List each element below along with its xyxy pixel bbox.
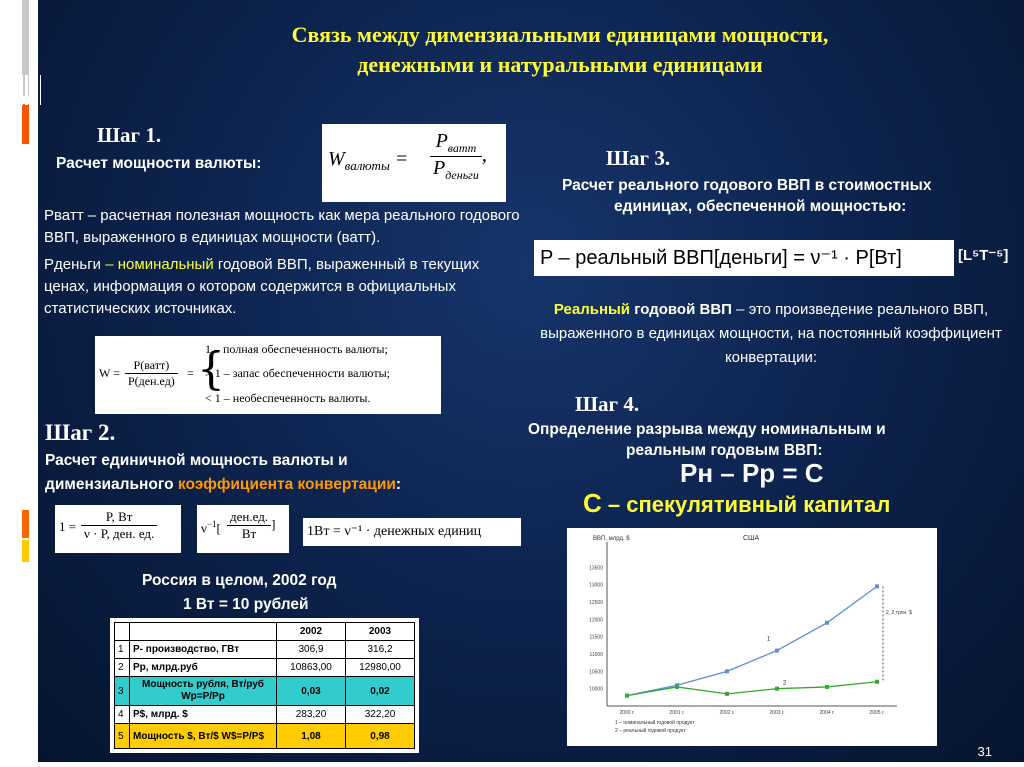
- f2-sup: −1: [206, 519, 217, 529]
- case-2: > 1 – запас обеспеченности валюты;: [205, 366, 390, 380]
- step4-heading: Шаг 4.: [575, 392, 640, 416]
- legend-entry: 2 – реальный годовой продукт: [615, 728, 686, 734]
- data-point: [725, 669, 729, 673]
- decor-bar-mid2: [22, 510, 29, 538]
- series-line-2: [627, 682, 877, 696]
- f2-den: Вт: [241, 526, 257, 541]
- def2-rest: годовой ВВП, выраженный в текущих ценах, информация о котором содержится в официальных статистических источниках.: [44, 256, 480, 317]
- f1-den: ν · P, ден. ед.: [84, 526, 155, 541]
- row-value-2003: 12980,00: [346, 659, 415, 677]
- row-value-2003: 0,02: [346, 677, 415, 706]
- legend-entry: 1 – номинальный годовой продукт: [615, 720, 695, 726]
- unit-formula-3: 1Вт = ν⁻¹ · денежных единиц: [303, 518, 521, 546]
- step1-formula: [322, 124, 506, 202]
- row-value-2002: 283,20: [277, 706, 346, 724]
- step1-heading: Шаг 1.: [97, 123, 162, 147]
- series-label: 2: [783, 680, 787, 687]
- f2-num: ден.ед.: [227, 509, 271, 526]
- gap-equation: Pн – Pр = C: [680, 458, 824, 488]
- x-tick-label: 2005 г.: [869, 710, 885, 716]
- step2-heading: Шаг 2.: [45, 420, 116, 445]
- data-point: [725, 692, 729, 696]
- cases-num: P(ватт): [125, 358, 178, 374]
- x-tick-label: 2000 г.: [619, 710, 635, 716]
- y-tick-label: 12000: [589, 617, 603, 624]
- data-point: [825, 685, 829, 689]
- data-point: [825, 621, 829, 625]
- step3-definition: [528, 298, 1014, 370]
- row-number: 4: [115, 706, 130, 724]
- step3-dimension: [L⁵T⁻⁵]: [958, 247, 1009, 264]
- y-tick-label: 12500: [589, 600, 603, 606]
- gap-label: 2, 2 трлн. $: [886, 610, 912, 617]
- step1-subtitle: Расчет мощности валюты:: [56, 155, 262, 172]
- def-real: Реальный: [553, 301, 631, 318]
- col-2002: 2002: [277, 623, 346, 641]
- row-number: 5: [115, 724, 130, 749]
- def2-symbol: Pденьги: [44, 256, 102, 273]
- row-label: P$, млрд. $: [130, 706, 277, 724]
- den-sub: деньги: [445, 168, 479, 182]
- table-row: [115, 706, 415, 724]
- def-gdp: годовой ВВП: [630, 301, 732, 318]
- case-1: 1 – полная обеспеченность валюты;: [205, 342, 388, 356]
- den-p: P: [433, 157, 446, 179]
- row-number: 2: [115, 659, 130, 677]
- row-value-2002: 1,08: [277, 724, 346, 749]
- row-label: Мощность рубля, Вт/руб Wp=P/Pp: [130, 677, 277, 706]
- f2-nu: ν: [201, 520, 207, 536]
- data-point: [675, 685, 679, 689]
- num-sub: ватт: [447, 141, 477, 155]
- table-row: [115, 659, 415, 677]
- data-point: [625, 694, 629, 698]
- row-label: Мощность $, Вт/$ W$=P/P$: [130, 724, 277, 749]
- f1-num: P, Вт: [81, 509, 157, 526]
- chart-title: США: [743, 535, 760, 542]
- data-table-wrap: [110, 618, 419, 753]
- barcode-icon: [15, 75, 41, 105]
- slide-title: [180, 20, 940, 80]
- spec-c: С: [583, 488, 602, 518]
- def-rest: – это произведение реального ВВП, выраженного в единицах мощности, на постоянный коэффициент конвертации:: [540, 301, 1002, 366]
- data-table: [114, 622, 415, 749]
- col-2003: 2003: [346, 623, 415, 641]
- unit-formula-1: [55, 505, 181, 553]
- step4-line2: реальным годовым ВВП:: [626, 442, 823, 459]
- y-tick-label: 13500: [589, 565, 603, 572]
- series-label: 1: [767, 636, 771, 643]
- gdp-chart: [567, 528, 937, 746]
- speculative-capital: [583, 488, 890, 519]
- y-tick-label: 11500: [589, 634, 603, 641]
- step2-line2-a: димензиального: [45, 476, 178, 493]
- data-point: [775, 649, 779, 653]
- x-tick-label: 2003 г.: [769, 710, 785, 716]
- row-value-2003: 316,2: [346, 641, 415, 659]
- step2-line1: Расчет единичной мощность валюты и: [45, 452, 348, 469]
- def2-dash: –: [101, 256, 118, 273]
- row-value-2003: 322,20: [346, 706, 415, 724]
- page-number: 31: [977, 744, 992, 759]
- spec-label: – спекулятивный капитал: [601, 492, 891, 517]
- cases-eq: =: [187, 366, 194, 380]
- x-tick-label: 2002 г.: [719, 710, 735, 716]
- russia-line2: 1 Вт = 10 рублей: [183, 596, 309, 613]
- formula-tail: ,: [481, 144, 487, 167]
- w-symbol: W: [328, 148, 345, 170]
- chart-svg: [567, 528, 937, 746]
- y-tick-label: 10000: [589, 686, 603, 693]
- data-point: [875, 680, 879, 684]
- step3-heading: Шаг 3.: [606, 146, 671, 170]
- step3-line2: единицах, обеспеченной мощностью:: [614, 198, 907, 215]
- step3-line1: Расчет реального годового ВВП в стоимостных: [562, 177, 932, 194]
- step4-line1: Определение разрыва между номинальным и: [528, 421, 886, 438]
- x-tick-label: 2004 г.: [819, 710, 835, 716]
- table-row: [115, 724, 415, 749]
- title-line-2: денежными и натуральными единицами: [357, 52, 763, 77]
- w-sub: валюты: [344, 158, 390, 173]
- title-line-1: Связь между димензиальными единицами мощности,: [291, 22, 829, 47]
- f1-lhs: 1 =: [59, 519, 77, 534]
- case-3: < 1 – необеспеченность валюты.: [205, 391, 371, 405]
- y-tick-label: 10500: [589, 669, 603, 676]
- step1-def1: Pватт – расчетная полезная мощность как мера реального годового ВВП, выраженного в единицах мощности (ватт).: [44, 207, 520, 246]
- row-number: 1: [115, 641, 130, 659]
- step2-line2-c: :: [395, 476, 402, 493]
- russia-line1: Россия в целом, 2002 год: [142, 572, 337, 589]
- row-value-2002: 0,03: [277, 677, 346, 706]
- row-value-2003: 0,98: [346, 724, 415, 749]
- unit-formula-2: $\nu^{-1}$[ $\frac{\text{ден.ед.}}{Вт}$ ]: [197, 505, 289, 553]
- row-value-2002: 10863,00: [277, 659, 346, 677]
- step3-formula: P – реальный ВВП[деньги] = ν⁻¹ · P[Вт]: [534, 240, 954, 276]
- y-tick-label: 13000: [589, 582, 603, 589]
- x-tick-label: 2001 г.: [669, 710, 685, 716]
- row-value-2002: 306,9: [277, 641, 346, 659]
- decor-bar-mid3: [22, 540, 29, 562]
- data-point: [775, 687, 779, 691]
- cases-lhs: W =: [99, 366, 120, 380]
- row-label: P- производство, ГВт: [130, 641, 277, 659]
- num-p: P: [435, 130, 448, 152]
- def2-nominal: номинальный: [117, 256, 214, 273]
- cases-formula: W = $\frac{\text{P(ватт)}}{\text{P(ден.ед)}}$ = { 1 – полная обеспеченность валюты; > 1 – запас обеспеченности валюты; < 1 – необеспеченность валюты.: [95, 336, 441, 414]
- decor-bar-mid1: [22, 104, 29, 144]
- table-row: [115, 641, 415, 659]
- table-row: [115, 677, 415, 706]
- step2-line2-b: коэффициента конвертации: [177, 476, 396, 493]
- y-axis-label: ВВП, млрд. $: [593, 536, 630, 542]
- formula-eq: =: [389, 148, 409, 170]
- step2-line2: [45, 474, 401, 496]
- data-point: [875, 584, 879, 588]
- series-line-1: [627, 586, 877, 695]
- table-header-row: [115, 623, 415, 641]
- row-number: 3: [115, 677, 130, 706]
- row-label: Pр, млрд.руб: [130, 659, 277, 677]
- step1-def2: [44, 254, 514, 320]
- y-tick-label: 11000: [589, 652, 603, 658]
- cases-den: P(ден.ед): [128, 374, 175, 388]
